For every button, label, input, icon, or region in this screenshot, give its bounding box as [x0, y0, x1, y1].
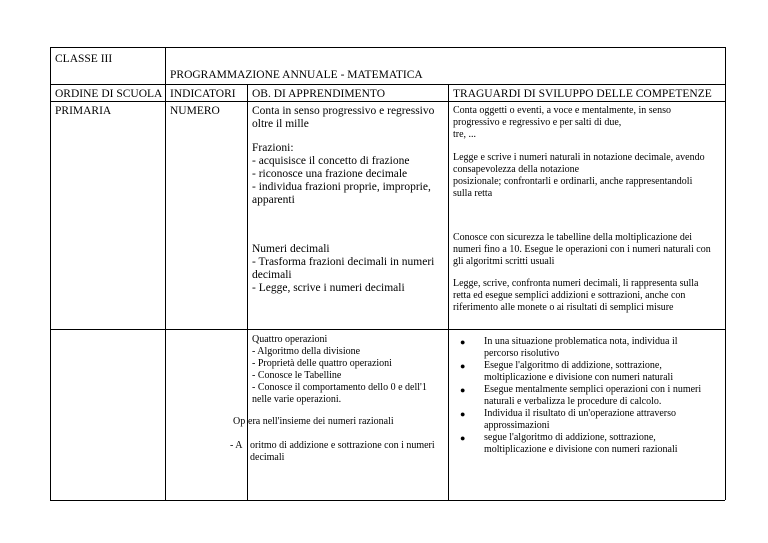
text-line: oritmo di addizione e sottrazione con i numeri [250, 440, 435, 451]
document-title: PROGRAMMAZIONE ANNUALE - MATEMATICA [170, 69, 423, 81]
obiettivo-numeri-razionali-prefix: Op [233, 416, 246, 427]
text-line: - individua frazioni proprie, improprie, [252, 181, 431, 193]
obiettivo-frazioni [252, 142, 431, 207]
text-line: retta ed esegue semplici addizioni e sottrazioni, anche con [453, 290, 686, 301]
table-border-left [50, 47, 51, 500]
text-line: - Conosce le Tabelline [252, 370, 342, 381]
text-line: Esegue l'algoritmo di addizione, sottrazione, [484, 360, 662, 371]
text-line: Legge e scrive i numeri naturali in notazione decimale, avendo [453, 152, 705, 163]
obiettivo-quattro-operazioni [252, 334, 427, 406]
text-line: Conta in senso progressivo e regressivo [252, 105, 435, 117]
text-line: - Legge, scrive i numeri decimali [252, 282, 405, 294]
text-line: Individua il risultato di un'operazione attraverso [484, 408, 677, 419]
table-col-divider-3 [448, 84, 449, 500]
text-line: - Trasforma frazioni decimali in numeri [252, 256, 435, 268]
list-item [453, 360, 721, 384]
text-line: nelle varie operazioni. [252, 394, 342, 405]
text-line: Quattro operazioni [252, 334, 328, 345]
list-item [453, 432, 721, 456]
column-header-indicatori: INDICATORI [170, 88, 236, 100]
text-line: consapevolezza della notazione [453, 164, 580, 175]
text-line: posizionale; confrontarli e ordinarli, anche rappresentandoli [453, 176, 693, 187]
text-line: decimali [252, 269, 292, 281]
text-line: oltre il mille [252, 118, 309, 130]
text-line: - Conosce il comportamento dello 0 e dell'1 [252, 382, 427, 393]
text-line: Conta oggetti o eventi, a voce e mentalmente, in senso [453, 105, 671, 116]
text-line: progressivo e regressivo e per salti di due, [453, 117, 622, 128]
list-item [453, 336, 721, 360]
text-line: riferimento alle monete o ai risultati di semplici misure [453, 302, 674, 313]
table-rule-row1 [50, 329, 725, 330]
bullet-icon: ● [460, 361, 466, 371]
bullet-icon: ● [460, 385, 466, 395]
text-line: Conosce con sicurezza le tabelline della moltiplicazione dei [453, 232, 693, 243]
bullet-icon: ● [460, 409, 466, 419]
list-item [453, 408, 721, 432]
text-line: approssimazioni [484, 420, 550, 431]
text-line: decimali [250, 452, 285, 463]
bullet-icon: ● [460, 337, 466, 347]
text-line: percorso risolutivo [484, 348, 560, 359]
traguardo-numeri-naturali [453, 152, 705, 200]
column-header-obiettivi: OB. DI APPRENDIMENTO [252, 88, 386, 100]
cell-indicatore-numero: NUMERO [170, 105, 220, 117]
table-col-divider-2b [247, 329, 248, 500]
obiettivo-conta [252, 105, 434, 131]
text-line: apparenti [252, 194, 295, 206]
column-header-ordine: ORDINE DI SCUOLA [55, 88, 163, 100]
text-line: - riconosce una frazione decimale [252, 168, 408, 180]
text-line: In una situazione problematica nota, individua il [484, 336, 678, 347]
text-line: moltiplicazione e divisione con numeri naturali [484, 372, 674, 383]
text-line: Esegue mentalmente semplici operazioni con i numeri [484, 384, 702, 395]
traguardi-bullet-list [453, 336, 721, 456]
table-col-divider-1 [165, 47, 166, 500]
text-line: tre, ... [453, 129, 477, 140]
obiettivo-numeri-decimali [252, 243, 434, 295]
table-border-top [50, 47, 725, 48]
obiettivo-algoritmo-decimali-prefix: - A [230, 440, 243, 451]
table-col-divider-2 [247, 84, 248, 329]
list-item [453, 384, 721, 408]
obiettivo-algoritmo-decimali [250, 440, 435, 464]
traguardo-tabelline [453, 232, 711, 268]
text-line: - Algoritmo della divisione [252, 346, 361, 357]
text-line: - acquisisce il concetto di frazione [252, 155, 410, 167]
text-line: naturali e verbalizza le procedure di calcolo. [484, 396, 662, 407]
text-line: Legge, scrive, confronta numeri decimali, li rappresenta sulla [453, 278, 699, 289]
traguardo-numeri-decimali [453, 278, 698, 314]
traguardo-conta [453, 105, 671, 141]
text-line: Numeri decimali [252, 243, 330, 255]
text-line: numeri fino a 10. Esegue le operazioni con i numeri naturali con [453, 244, 711, 255]
text-line: Frazioni: [252, 142, 294, 154]
class-label: CLASSE III [55, 53, 113, 65]
cell-ordine-primaria: PRIMARIA [55, 105, 112, 117]
table-rule-header [50, 84, 725, 85]
text-line: sulla retta [453, 188, 493, 199]
bullet-icon: ● [460, 433, 466, 443]
text-line: - Proprietà delle quattro operazioni [252, 358, 392, 369]
table-border-bottom [50, 500, 725, 501]
obiettivo-numeri-razionali: era nell'insieme dei numeri razionali [248, 416, 394, 427]
table-border-right [725, 47, 726, 500]
text-line: gli algoritmi scritti usuali [453, 256, 555, 267]
table-rule-columns [50, 101, 725, 102]
text-line: segue l'algoritmo di addizione, sottrazione, [484, 432, 656, 443]
text-line: moltiplicazione e divisione con numeri razionali [484, 444, 678, 455]
column-header-traguardi: TRAGUARDI DI SVILUPPO DELLE COMPETENZE [453, 88, 712, 100]
